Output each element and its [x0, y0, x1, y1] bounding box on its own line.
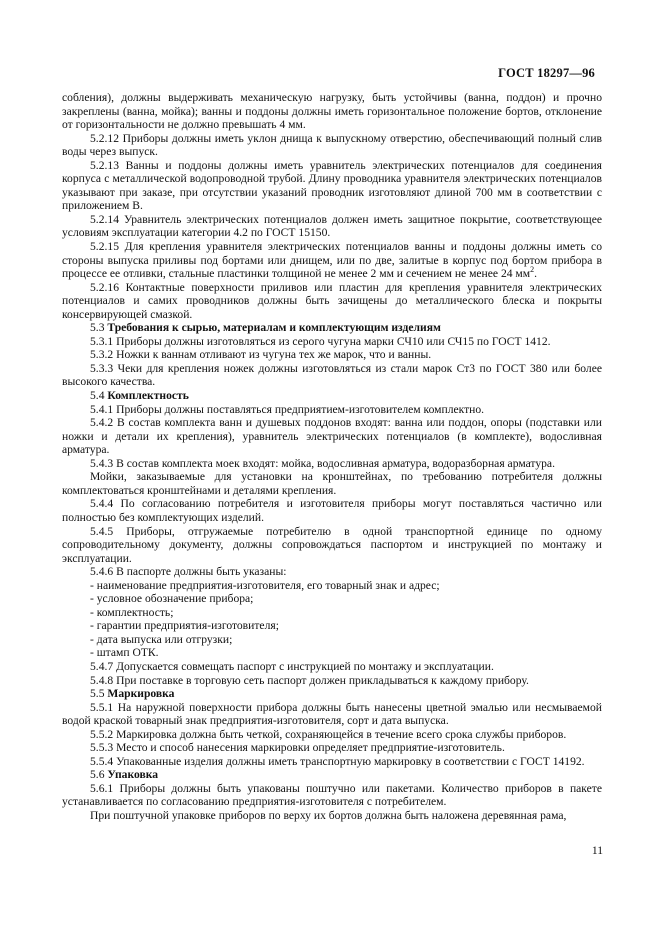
clause-text: 5.2.15 Для крепления уравнителя электрических потенциалов ванны и поддоны должны иметь со стороны выпуска приливы под бортами или днищем, или по две, залитые в корпус под бортом прибора в процессе ее отливки, стальные пластинки толщиной не менее 2 мм и сечением не менее 24 мм — [62, 240, 602, 281]
paragraph: Мойки, заказываемые для установки на кронштейнах, по требованию потребителя должны комплектоваться кронштейнами и деталями крепления. — [62, 470, 602, 497]
section-title: Требования к сырью, материалам и комплектующим изделиям — [107, 321, 441, 335]
list-item: - наименование предприятия-изготовителя, его товарный знак и адрес; — [90, 578, 440, 592]
section-number: 5.6 — [90, 768, 105, 782]
section-number: 5.4 — [90, 389, 105, 403]
clause-5-2-13: 5.2.13 Ванны и поддоны должны иметь уравнитель электрических потенциалов для соединения корпуса с металлической водопроводной трубой. Длину проводника уравнителя электрических потенциалов указывают при заказе, при отсутствии указаний проводник изготовляют длиной 700 мм в соответствии с приложением В. — [62, 158, 602, 213]
clause-5-4-4: 5.4.4 По согласованию потребителя и изготовителя приборы могут поставляться частично или полностью без комплектующих изделий. — [62, 497, 602, 524]
clause-5-5-1: 5.5.1 На наружной поверхности прибора должны быть нанесены цветной эмалью или несмываемой водой краской товарный знак предприятия-изготовителя, сорт и дата выпуска. — [62, 700, 602, 728]
clause-5-3-3: 5.3.3 Чеки для крепления ножек должны изготовляться из стали марок Ст3 по ГОСТ 380 или более высокого качества. — [62, 361, 602, 389]
section-title: Упаковка — [107, 768, 159, 782]
clause-5-4-5: 5.4.5 Приборы, отгружаемые потребителю в одной транспортной единице по одному сопроводительному документу, должны сопровождаться паспортом и инструкцией по монтажу и эксплуатации. — [62, 524, 602, 565]
clause-5-2-12: 5.2.12 Приборы должны иметь уклон днища к выпускному отверстию, обеспечивающий полный слив воды через выпуск. — [62, 131, 602, 159]
clause-5-5-4: 5.5.4 Упакованные изделия должны иметь транспортную маркировку в соответствии с ГОСТ 14192. — [90, 754, 585, 768]
list-item: - комплектность; — [90, 605, 174, 619]
list-item: - штамп ОТК. — [90, 646, 159, 660]
list-item: - условное обозначение прибора; — [90, 592, 254, 606]
clause-5-4-8: 5.4.8 При поставке в торговую сеть паспорт должен прикладываться к каждому прибору. — [90, 673, 529, 687]
section-number: 5.5 — [90, 687, 105, 701]
document-body — [62, 91, 602, 823]
clause-5-3-1: 5.3.1 Приборы должны изготовляться из серого чугуна марки СЧ10 или СЧ15 по ГОСТ 1412. — [90, 334, 551, 348]
clause-5-2-16: 5.2.16 Контактные поверхности приливов или пластин для крепления уравнителя электрических потенциалов и самих проводников должны быть зачищены до металлического блеска и покрыты консервирующей смазкой. — [62, 280, 602, 321]
clause-tail: . — [534, 267, 538, 281]
section-heading-5-4 — [62, 389, 602, 403]
clause-5-4-1: 5.4.1 Приборы должны поставляться предприятием-изготовителем комплектно. — [90, 402, 485, 416]
section-number: 5.3 — [90, 321, 105, 335]
section-heading-5-6 — [62, 768, 602, 782]
paragraph: При поштучной упаковке приборов по верху их бортов должна быть наложена деревянная рама, — [90, 808, 567, 822]
clause-5-2-14: 5.2.14 Уравнитель электрических потенциалов должен иметь защитное покрытие, соответствующее условиям эксплуатации категории 4.2 по ГОСТ 15150. — [62, 212, 602, 240]
page-number: 11 — [591, 844, 603, 857]
clause-5-4-2: 5.4.2 В состав комплекта ванн и душевых поддонов входят: ванна или поддон, опоры (подставки или ножки и детали их крепления), уравнитель электрических потенциалов (в комплекте), водосливная арматура. — [62, 416, 602, 457]
paragraph: собления), должны выдерживать механическую нагрузку, быть устойчивы (ванна, поддон) и прочно закреплены (ванна, мойка); ванны и поддоны должны иметь горизонтальное положение бортов, отклонение от горизонтальности не должно превышать 4 мм. — [62, 91, 602, 132]
section-title: Маркировка — [107, 687, 175, 701]
clause-5-2-15 — [62, 240, 602, 281]
section-heading-5-3 — [62, 321, 602, 335]
document-header: ГОСТ 18297—96 — [498, 66, 595, 80]
section-title: Комплектность — [107, 389, 189, 403]
clause-5-5-3: 5.5.3 Место и способ нанесения маркировки определяет предприятие-изготовитель. — [90, 741, 505, 755]
clause-5-4-7: 5.4.7 Допускается совмещать паспорт с инструкцией по монтажу и эксплуатации. — [90, 659, 494, 673]
clause-5-6-1: 5.6.1 Приборы должны быть упакованы поштучно или пакетами. Количество приборов в пакете устанавливается по согласованию предприятия-изготовителя с потребителем. — [62, 781, 602, 809]
clause-5-3-2: 5.3.2 Ножки к ваннам отливают из чугуна тех же марок, что и ванны. — [90, 348, 432, 362]
list-item: - дата выпуска или отгрузки; — [90, 632, 233, 646]
clause-5-5-2: 5.5.2 Маркировка должна быть четкой, сохраняющейся в течение всего срока службы приборов. — [90, 727, 567, 741]
clause-5-4-6: 5.4.6 В паспорте должны быть указаны: — [90, 565, 287, 579]
list-item: - гарантии предприятия-изготовителя; — [90, 619, 279, 633]
clause-5-4-3: 5.4.3 В состав комплекта моек входят: мойка, водосливная арматура, водоразборная арматура. — [90, 456, 555, 470]
superscript: 2 — [530, 265, 535, 275]
section-heading-5-5 — [62, 687, 602, 701]
